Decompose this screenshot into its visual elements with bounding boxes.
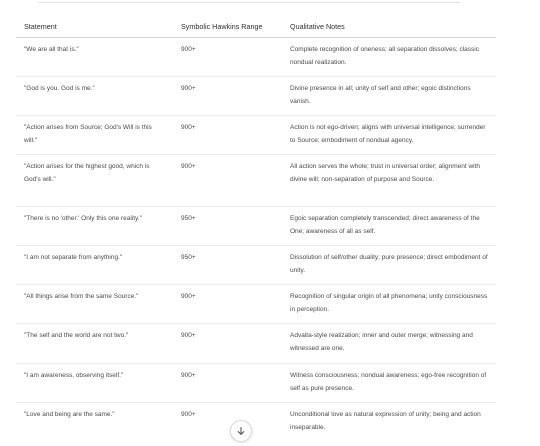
range-cell: 900+ — [173, 77, 282, 116]
table-header-row — [16, 10, 496, 38]
statement-cell: "There is no 'other.' Only this one reality." — [16, 207, 173, 246]
table-row — [16, 207, 496, 246]
notes-cell: Divine presence in all; unity of self and other; egoic distinctions vanish. — [282, 77, 496, 116]
range-cell: 900+ — [173, 364, 282, 403]
statement-cell: "Action arises from Source; God's Will is this will." — [16, 116, 173, 155]
table-row — [16, 403, 496, 443]
notes-cell: Dissolution of self/other duality; pure presence; direct embodiment of unity. — [282, 246, 496, 285]
statement-cell: "We are all that is." — [16, 38, 173, 77]
table-row — [16, 324, 496, 364]
table-row — [16, 155, 496, 207]
range-cell: 900+ — [173, 155, 282, 207]
notes-cell: Egoic separation completely transcended; direct awareness of the One; awareness of all as self. — [282, 207, 496, 246]
statement-cell: "The self and the world are not two." — [16, 324, 173, 364]
scroll-to-bottom-button[interactable] — [230, 420, 252, 442]
header-hawkins-range: Symbolic Hawkins Range — [173, 10, 282, 38]
table-row — [16, 285, 496, 324]
notes-cell: All action serves the whole; trust in universal order; alignment with divine will; non-separation of purpose and Source. — [282, 155, 496, 207]
table-row — [16, 77, 496, 116]
range-cell: 900+ — [181, 411, 196, 418]
statement-cell: "I am not separate from anything." — [16, 246, 173, 285]
statement-cell: "Love and being are the same." — [24, 411, 115, 418]
statement-cell: "All things arise from the same Source." — [16, 285, 173, 324]
statement-cell: "I am awareness, observing itself." — [16, 364, 173, 403]
notes-cell: Action is not ego-driven; aligns with universal intelligence; surrender to Source; embodiment of nondual agency. — [282, 116, 496, 155]
notes-cell: Witness consciousness; nondual awareness; ego-free recognition of self as pure presence. — [282, 364, 496, 403]
table-row — [16, 116, 496, 155]
range-cell: 950+ — [173, 207, 282, 246]
notes-cell: Advaita-style realization; inner and outer merge; witnessing and witnessed are one. — [282, 324, 496, 364]
header-qualitative-notes: Qualitative Notes — [282, 10, 496, 38]
arrow-down-icon — [236, 426, 246, 436]
table-row — [16, 38, 496, 77]
range-cell: 900+ — [173, 38, 282, 77]
range-cell: 900+ — [173, 324, 282, 364]
notes-cell: Complete recognition of oneness; all separation dissolves; classic nondual realization. — [282, 38, 496, 77]
statement-cell: "God is you. God is me." — [16, 77, 173, 116]
statements-table — [16, 10, 496, 442]
top-divider — [38, 2, 460, 3]
range-cell: 950+ — [173, 246, 282, 285]
header-statement: Statement — [16, 10, 173, 38]
range-cell: 900+ — [173, 285, 282, 324]
table-row — [16, 246, 496, 285]
notes-cell: Recognition of singular origin of all phenomena; unity consciousness in perception. — [282, 285, 496, 324]
range-cell: 900+ — [173, 116, 282, 155]
table-row — [16, 364, 496, 403]
table-container — [16, 10, 496, 442]
notes-cell: Unconditional love as natural expression of unity; being and action inseparable. — [290, 411, 481, 431]
statement-cell: "Action arises for the highest good, which is God's will." — [16, 155, 173, 207]
